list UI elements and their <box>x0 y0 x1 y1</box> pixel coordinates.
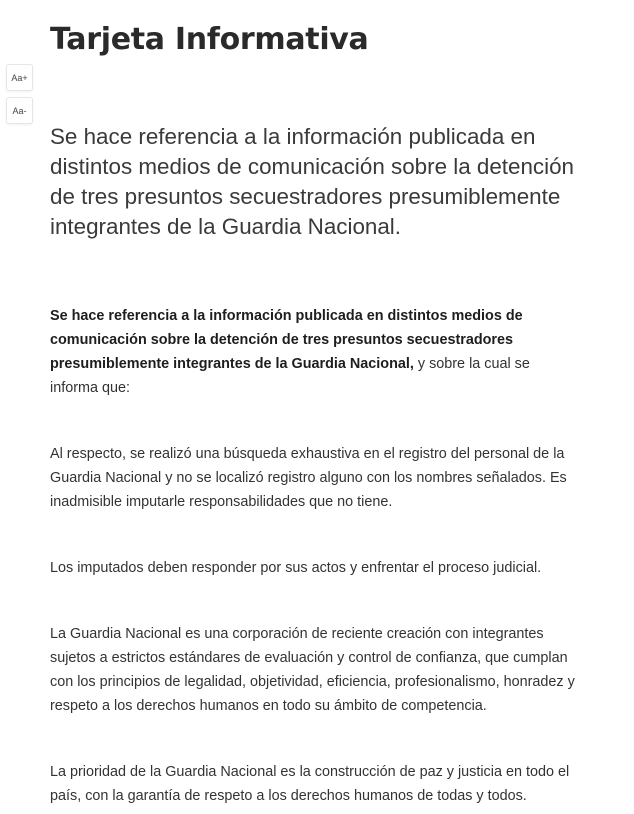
article <box>50 20 580 808</box>
decrease-font-button[interactable]: Aa- <box>6 97 33 124</box>
paragraph-intro-bold: Se hace referencia a la información publicada en distintos medios de comunicación sobre la detención de tres presuntos secuestradores presumiblemente integrantes de la Guardia Nacional, <box>50 308 523 372</box>
increase-font-button[interactable]: Aa+ <box>6 64 33 91</box>
font-size-controls <box>6 64 33 124</box>
paragraph-intro <box>50 304 580 400</box>
paragraph-search: Al respecto, se realizó una búsqueda exhaustiva en el registro del personal de la Guardia Nacional y no se localizó registro alguno con los nombres señalados. Es inadmisible imputarle responsabilidades que no tiene. <box>50 446 567 510</box>
paragraph-accused: Los imputados deben responder por sus actos y enfrentar el proceso judicial. <box>50 560 542 576</box>
paragraph-intro-rest: y sobre la cual se informa que: <box>50 356 530 396</box>
paragraph-priority: La prioridad de la Guardia Nacional es la construcción de paz y justicia en todo el país, con la garantía de respeto a los derechos humanos de todas y todos. <box>50 764 570 804</box>
page-title: Tarjeta Informativa <box>50 22 369 57</box>
paragraph-corporation: La Guardia Nacional es una corporación de reciente creación con integrantes sujetos a estrictos estándares de evaluación y control de confianza, que cumplan con los principios de legalidad, objetividad, eficiencia, profesionalismo, honradez y respeto a los derechos humanos en todo su ámbito de competencia. <box>50 626 575 714</box>
lead-paragraph: Se hace referencia a la información publicada en distintos medios de comunicación sobre la detención de tres presuntos secuestradores presumiblemente integrantes de la Guardia Nacional. <box>50 124 574 239</box>
